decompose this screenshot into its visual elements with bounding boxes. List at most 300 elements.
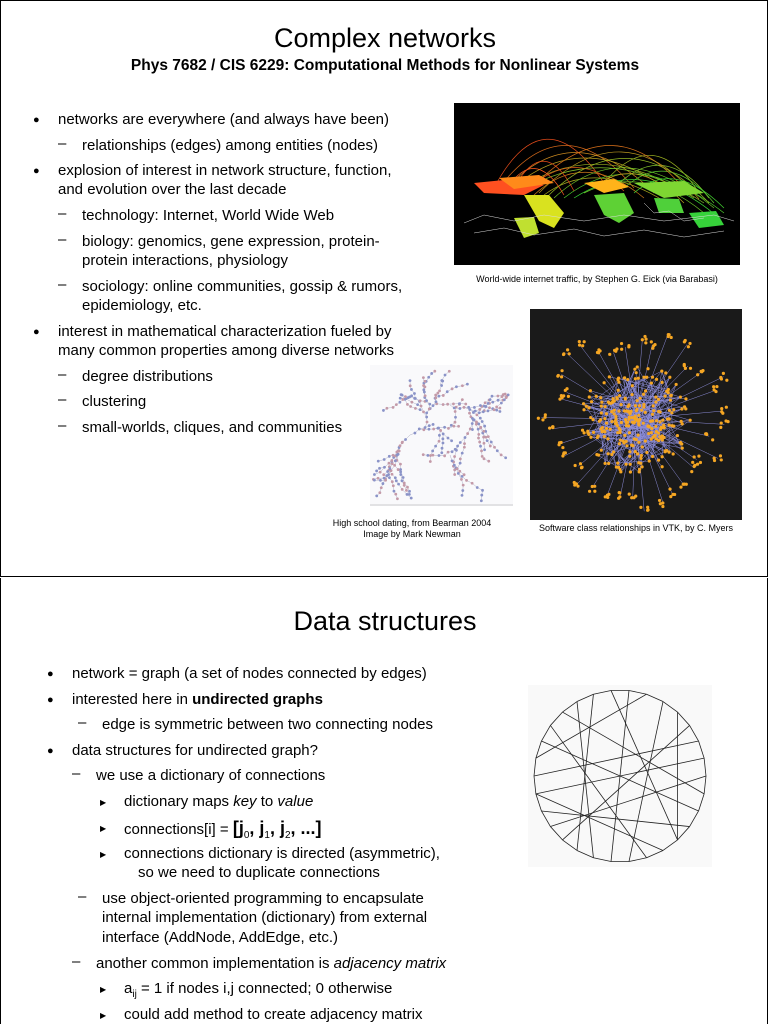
vtk-node [646,506,649,509]
dating-node [383,466,386,469]
vtk-node [652,436,655,439]
dating-node [461,384,464,387]
dating-node [462,484,465,487]
circular-graph-image [528,685,712,867]
vtk-node [578,344,581,347]
vtk-node [614,422,617,425]
dating-node [441,447,444,450]
dating-node [480,499,483,502]
dating-node [451,387,454,390]
sub-bullet-adjacency [96,954,446,974]
vtk-node [642,393,645,396]
dating-node [456,445,459,448]
text: dictionary maps [124,793,233,810]
vtk-node [629,463,632,466]
sub-sub-bullet-directed-line1: ▶ connections dictionary is directed (asymmetric), [124,844,440,864]
vtk-node [562,353,565,356]
dating-node [450,424,453,427]
dating-node [413,397,416,400]
vtk-node [631,393,634,396]
dating-node [447,437,450,440]
internet-traffic-image [454,103,740,265]
dating-node [379,471,382,474]
vtk-node [637,441,640,444]
vtk-node [587,433,590,436]
vtk-node [658,499,661,502]
dating-node [409,379,412,382]
vtk-node [720,458,723,461]
subscript: 0 [244,830,250,841]
vtk-node [642,422,645,425]
dating-node [430,372,433,375]
vtk-node [566,348,569,351]
vtk-node [613,409,616,412]
dating-node [428,428,431,431]
adjacency-matrix-word: adjacency matrix [334,955,447,972]
dating-node [458,402,461,405]
dating-node [394,476,397,479]
dating-node [479,417,482,420]
dating-node [471,417,474,420]
vtk-node [567,395,570,398]
vtk-node [637,422,640,425]
dating-node [388,462,391,465]
vtk-node [592,431,595,434]
dating-node [482,410,485,413]
dating-node [448,370,451,373]
vtk-node [661,505,664,508]
dating-node [401,398,404,401]
vtk-node [635,417,638,420]
dating-node [420,405,423,408]
dating-node [442,442,445,445]
bullet-data-structures-question: ● data structures for undirected graph? [72,741,318,761]
vtk-node [609,428,612,431]
vtk-node [693,455,696,458]
vtk-node [637,461,640,464]
vtk-node [599,418,602,421]
vtk-node [690,470,693,473]
vtk-node [562,452,565,455]
subscript: ij [132,989,136,1000]
vtk-node [625,440,628,443]
dating-node [440,379,443,382]
vtk-node [684,397,687,400]
vtk-node [700,370,703,373]
dating-node [438,440,441,443]
text: a [124,980,132,997]
vtk-node [627,345,630,348]
dating-node [498,407,501,410]
dating-node [399,444,402,447]
vtk-node [560,369,563,372]
sub-sub-bullet-aij [124,979,392,1005]
dating-node [458,407,461,410]
vtk-node [647,432,650,435]
vtk-node [620,342,623,345]
vtk-node [713,459,716,462]
vtk-node [668,409,671,412]
dating-node [459,441,462,444]
vtk-node [607,493,610,496]
dating-node [409,384,412,387]
dating-node [453,455,456,458]
dating-node [391,473,394,476]
bullet-undirected [72,690,323,710]
dating-node [471,482,474,485]
dating-node [485,405,488,408]
vtk-node [612,450,615,453]
vtk-node [612,397,615,400]
vtk-node [589,389,592,392]
vtk-node [561,446,564,449]
dating-node [500,402,503,405]
dating-node [397,450,400,453]
dating-node [432,404,435,407]
vtk-node [629,470,632,473]
vtk-node [625,409,628,412]
vtk-node [617,389,620,392]
vtk-node [657,458,660,461]
vtk-node [644,439,647,442]
vtk-node [618,442,621,445]
dating-node [497,399,500,402]
dating-node [393,464,396,467]
dating-node [480,494,483,497]
vtk-node [591,485,594,488]
vtk-node [654,401,657,404]
vtk-node [628,455,631,458]
vtk-node [639,397,642,400]
vtk-node [562,394,565,397]
vtk-node [660,426,663,429]
dating-node [380,486,383,489]
vtk-node [668,376,671,379]
sub-sub-bullet-connections [124,818,322,846]
dating-node [466,432,469,435]
vtk-node [636,452,639,455]
dating-node [482,430,485,433]
dating-node [426,454,429,457]
vtk-node [618,394,621,397]
vtk-node [648,459,651,462]
vtk-node [637,377,640,380]
vtk-node [658,420,661,423]
dating-node [487,460,490,463]
vtk-node [633,368,636,371]
dating-node [491,401,494,404]
dating-node [452,403,455,406]
vtk-node [661,465,664,468]
bullet-network-graph: ● network = graph (a set of nodes connected by edges) [72,664,427,684]
dating-node [399,397,402,400]
dating-node [408,490,411,493]
sub-bullet-oop-line2: internal implementation (dictionary) from external [102,908,427,928]
vtk-node [560,375,563,378]
dating-node [397,483,400,486]
dating-node [425,412,428,415]
vtk-node [615,466,618,469]
dating-node [499,410,502,413]
dating-node [438,389,441,392]
dating-caption-line2: Image by Mark Newman [319,529,505,540]
vtk-node [668,333,671,336]
vtk-node [620,348,623,351]
vtk-node [607,400,610,403]
vtk-node [578,340,581,343]
sub-sub-bullet-directed-line2: so we need to duplicate connections [138,863,380,883]
vtk-node [557,374,560,377]
dating-node [388,467,391,470]
dating-node [425,416,428,419]
dating-node [419,399,422,402]
dating-node [410,497,413,500]
text: to [257,793,278,810]
dating-node [431,450,434,453]
bullet-explosion-line2: and evolution over the last decade [58,180,287,200]
vtk-node [642,376,645,379]
vtk-node [624,463,627,466]
dating-node [424,380,427,383]
dating-node [464,403,467,406]
vtk-node [635,438,638,441]
dating-node [401,488,404,491]
vtk-node [628,450,631,453]
dating-node [442,433,445,436]
dating-node [479,445,482,448]
dating-node [475,423,478,426]
dating-node [459,462,462,465]
vtk-node [641,445,644,448]
vtk-node [607,452,610,455]
vtk-node [544,413,547,416]
vtk-node [655,437,658,440]
vtk-node [588,490,591,493]
vtk-node [624,418,627,421]
internet-caption: World-wide internet traffic, by Stephen G. Eick (via Barabasi) [441,274,753,285]
vtk-node [691,461,694,464]
sub-bullet-sociology-line2: epidemiology, etc. [82,296,202,316]
vtk-node [684,407,687,410]
vtk-node [644,338,647,341]
vtk-node [651,455,654,458]
dating-node [382,409,385,412]
vtk-node [712,385,715,388]
dating-node [467,406,470,409]
vtk-node [672,452,675,455]
vtk-node [616,378,619,381]
dating-node [487,402,490,405]
list-close: , ...] [291,818,322,838]
vtk-node [639,506,642,509]
dating-node [454,416,457,419]
vtk-node [652,409,655,412]
vtk-node [630,496,633,499]
dating-node [422,376,425,379]
vtk-node [651,413,654,416]
vtk-node [637,414,640,417]
dating-node [422,384,425,387]
vtk-node [675,383,678,386]
vtk-node [614,415,617,418]
dating-node [482,436,485,439]
vtk-node [568,352,571,355]
vtk-node [581,429,584,432]
dating-node [447,427,450,430]
dating-node [399,473,402,476]
dating-node [406,403,409,406]
dating-node [446,390,449,393]
dating-node [484,401,487,404]
vtk-node [662,436,665,439]
dating-node [433,370,436,373]
dating-node [434,396,437,399]
vtk-node [628,431,631,434]
vtk-node [607,462,610,465]
dating-node [442,403,445,406]
vtk-node [608,375,611,378]
vtk-node [551,425,554,428]
dating-node [404,395,407,398]
vtk-node [601,430,604,433]
sub-bullet-technology: – technology: Internet, World Wide Web [82,206,334,226]
vtk-node [711,438,714,441]
vtk-node [627,424,630,427]
vtk-node [660,370,663,373]
vtk-node [654,395,657,398]
dating-node [416,403,419,406]
dating-node [477,428,480,431]
vtk-node [719,454,722,457]
dating-node [463,446,466,449]
dating-node [477,422,480,425]
vtk-node [623,434,626,437]
dating-node [422,410,425,413]
vtk-node [625,421,628,424]
vtk-node [645,376,648,379]
dating-node [478,408,481,411]
sub-bullet-small-worlds: – small-worlds, cliques, and communities [82,418,342,438]
dating-node [450,439,453,442]
dating-node [455,385,458,388]
bullet-explosion-line1: ● explosion of interest in network structure, function, [58,161,392,181]
vtk-node [619,431,622,434]
dating-node [504,456,507,459]
dating-node [488,406,491,409]
dating-node [479,426,482,429]
dating-node [379,479,382,482]
dating-node [465,479,468,482]
vtk-node [603,435,606,438]
vtk-node [719,426,722,429]
dating-node [425,399,428,402]
vtk-node [583,340,586,343]
dating-node [454,410,457,413]
key-word: key [233,793,256,810]
vtk-node [593,490,596,493]
vtk-node [605,427,608,430]
dating-node [451,450,454,453]
vtk-node [636,399,639,402]
dating-node [429,460,432,463]
dating-node [453,406,456,409]
dating-node [490,441,493,444]
vtk-node [606,437,609,440]
dating-node [503,398,506,401]
vtk-node [651,419,654,422]
vtk-node [634,495,637,498]
vtk-node [600,411,603,414]
dating-node [487,409,490,412]
dating-node [414,432,417,435]
dating-node [438,395,441,398]
vtk-node [537,417,540,420]
vtk-node [634,404,637,407]
vtk-node [679,441,682,444]
vtk-node [589,416,592,419]
vtk-node [689,419,692,422]
dating-node [461,494,464,497]
dating-node [473,406,476,409]
dating-node [451,459,454,462]
dating-node [373,479,376,482]
dating-node [453,473,456,476]
vtk-node [661,419,664,422]
vtk-node [720,422,723,425]
vtk-node [644,389,647,392]
dating-node [391,462,394,465]
dating-node [491,395,494,398]
vtk-node [665,390,668,393]
sub-bullet-dictionary: – we use a dictionary of connections [96,766,325,786]
vtk-node [639,457,642,460]
bullet-undirected-text: interested here in [72,691,192,708]
vtk-node [596,436,599,439]
list-item: , j [270,818,285,838]
vtk-node [655,419,658,422]
vtk-node [634,377,637,380]
vtk-node [689,367,692,370]
vtk-node [637,434,640,437]
dating-caption-line1: High school dating, from Bearman 2004 [319,518,505,529]
vtk-node [650,427,653,430]
vtk-node [641,465,644,468]
dating-node [393,490,396,493]
vtk-node [617,427,620,430]
dating-node [397,468,400,471]
dating-node [385,407,388,410]
vtk-node [650,340,653,343]
sub-bullet-symmetric-edge: – edge is symmetric between two connecting nodes [102,715,433,735]
vtk-node [631,421,634,424]
text: connections[i] = [124,821,233,838]
vtk-node [581,344,584,347]
vtk-node [619,470,622,473]
vtk-node [641,338,644,341]
vtk-node [582,408,585,411]
vtk-node [647,424,650,427]
vtk-node [679,395,682,398]
bullet-interest-line2: many common properties among diverse networks [58,341,394,361]
vtk-node [600,449,603,452]
dating-node [468,412,471,415]
vtk-node [696,373,699,376]
vtk-node [597,454,600,457]
dating-node [378,491,381,494]
vtk-node [666,417,669,420]
dating-node [431,454,434,457]
dating-node [396,497,399,500]
